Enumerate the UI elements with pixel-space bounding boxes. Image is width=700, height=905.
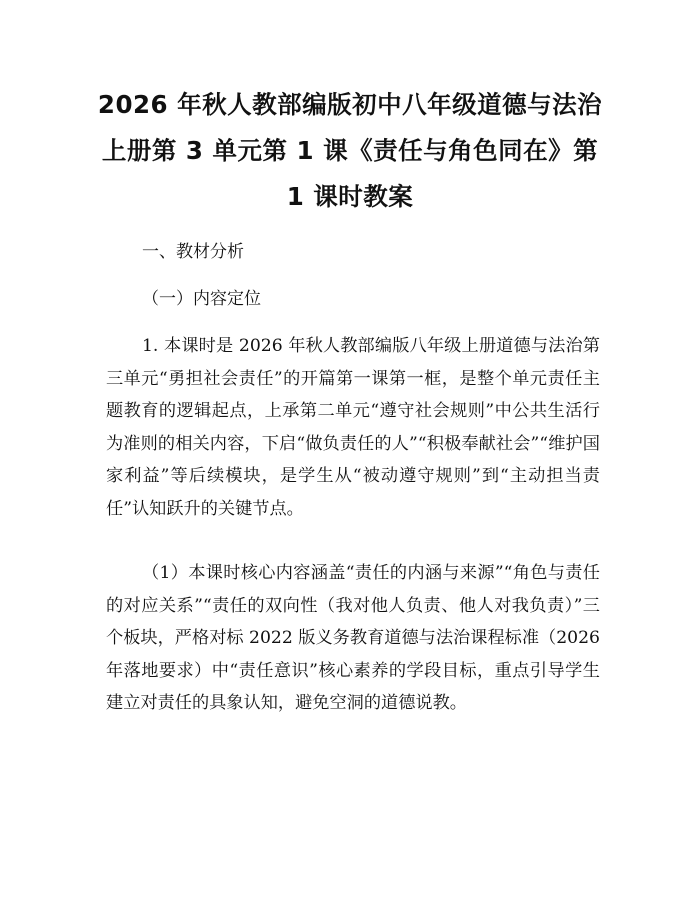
document-title-line-1: 2026 年秋人教部编版初中八年级道德与法治 [97,90,603,119]
paragraph-2: （1）本课时核心内容涵盖“责任的内涵与来源”“角色与责任的对应关系”“责任的双向性（我对他人负责、他人对我负责）”三个板块，严格对标 2022 版义务教育道德与法治课程标准（2026 年落地要求）中“责任意识”核心素养的学段目标，重点引导学生建立对责任的具象认知，避免空洞的道德说教。 [106,563,600,713]
section-heading: 一、教材分析 [142,242,244,262]
paragraph-1: 1. 本课时是 2026 年秋人教部编版八年级上册道德与法治第三单元“勇担社会责任”的开篇第一课第一框，是整个单元责任主题教育的逻辑起点，上承第二单元“遵守社会规则”中公共生活行为准则的相关内容，下启“做负责任的人”“积极奉献社会”“维护国家利益”等后续模块，是学生从“被动遵守规则”到“主动担当责任”认知跃升的关键节点。 [106,336,600,519]
document-title-line-2: 上册第 3 单元第 1 课《责任与角色同在》第 [101,136,599,165]
document-title-line-3: 1 课时教案 [286,182,414,211]
subsection-heading: （一）内容定位 [142,289,261,309]
